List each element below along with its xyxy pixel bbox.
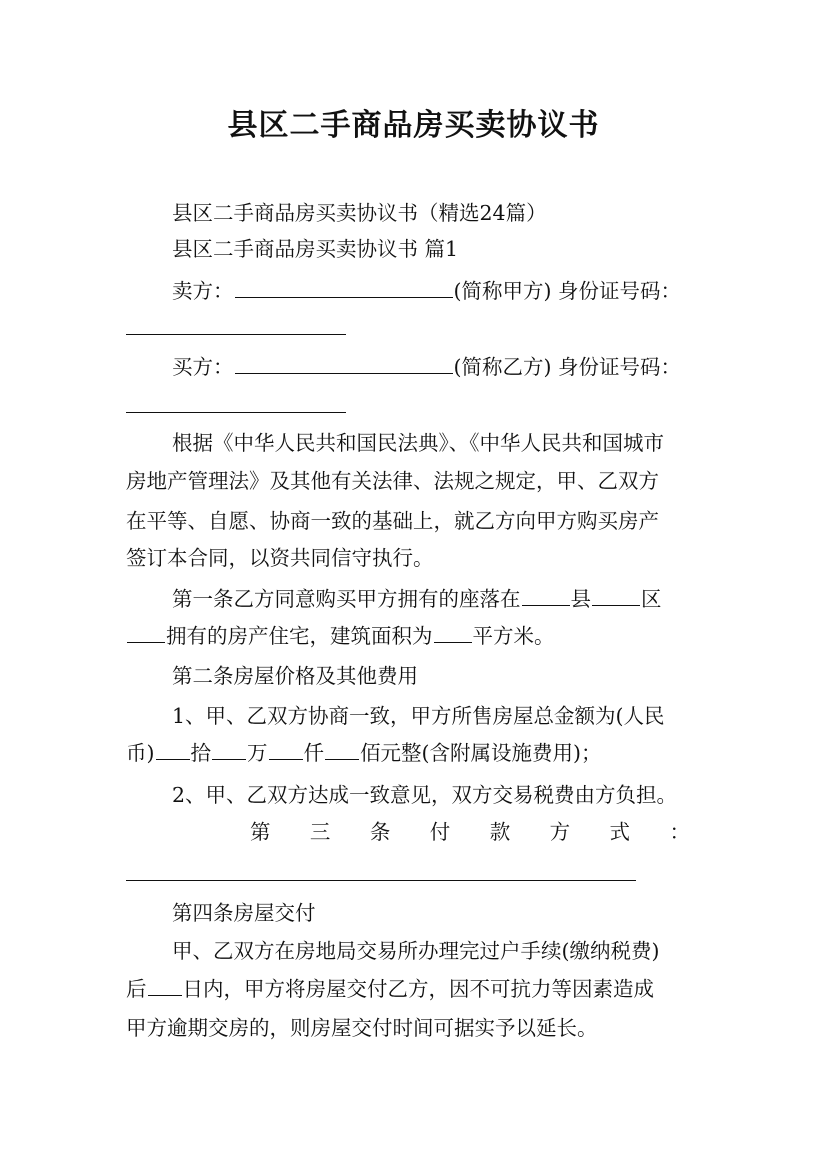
para1-line4: 签订本合同，以资共同信守执行。 — [126, 546, 434, 570]
para1-line2: 房地产管理法》及其他有关法律、法规之规定，甲、乙双方 — [126, 469, 659, 493]
amount-blank-4 — [325, 739, 359, 760]
article3-char: 三 — [309, 820, 331, 844]
article2-p1-line1: 1、甲、乙双方协商一致，甲方所售房屋总金额为(人民 — [172, 704, 665, 728]
article3-char: 条 — [369, 820, 391, 844]
buyer-line — [172, 352, 681, 382]
payment-method-blank — [126, 880, 636, 881]
seller-label: 卖方： — [172, 279, 234, 303]
para1-line3: 在平等、自愿、协商一致的基础上，就乙方向甲方购买房产 — [126, 509, 659, 533]
seller-suffix: (简称甲方) 身份证号码： — [453, 279, 682, 303]
document-title: 县区二手商品房买卖协议书 — [227, 108, 600, 143]
county-blank — [522, 585, 570, 606]
article4-line3: 甲方逾期交房的，则房屋交付时间可据实予以延长。 — [126, 1016, 598, 1040]
section-heading: 县区二手商品房买卖协议书 篇1 — [172, 237, 459, 261]
article3-char: 第 — [250, 820, 271, 844]
article3-char: ： — [669, 820, 690, 844]
article4-text-b: 日内，甲方将房屋交付乙方，因不可抗力等因素造成 — [182, 977, 654, 1001]
article1-text-b: 县 — [570, 587, 591, 611]
article4-line1: 甲、乙双方在房地局交易所办理完过户手续(缴纳税费) — [172, 939, 660, 963]
seller-line — [172, 276, 681, 306]
article3-char: 款 — [489, 820, 511, 844]
days-blank — [148, 975, 182, 996]
article2-title: 第二条房屋价格及其他费用 — [172, 664, 418, 688]
seller-id-blank — [126, 334, 346, 335]
buyer-suffix: (简称乙方) 身份证号码： — [453, 355, 682, 379]
article2-text-e: 仟 — [303, 741, 324, 765]
article1-text-e: 平方米。 — [472, 624, 555, 648]
article1-line1 — [172, 584, 662, 614]
article2-text-b: 币) — [126, 741, 155, 765]
amount-blank-2 — [212, 739, 246, 760]
subtitle: 县区二手商品房买卖协议书（精选24篇） — [172, 201, 547, 225]
location-blank — [127, 622, 165, 643]
article1-text-c: 区 — [641, 587, 662, 611]
article2-text-f: 佰元整(含附属设施费用)； — [360, 741, 602, 765]
article2-text-d: 万 — [247, 741, 268, 765]
buyer-id-blank — [126, 412, 346, 413]
area-blank — [434, 622, 472, 643]
amount-blank-1 — [156, 739, 190, 760]
article3-char: 方 — [549, 820, 571, 844]
amount-blank-3 — [269, 739, 303, 760]
para1-line1: 根据《中华人民共和国民法典》、《中华人民共和国城市 — [172, 431, 664, 455]
article3-char: 付 — [429, 820, 451, 844]
article2-text-c: 拾 — [190, 741, 211, 765]
article1-text-a: 第一条乙方同意购买甲方拥有的座落在 — [172, 587, 521, 611]
article4-text-a: 后 — [126, 977, 147, 1001]
district-blank — [592, 585, 640, 606]
article3-char: 式 — [609, 820, 631, 844]
buyer-label: 买方： — [172, 355, 234, 379]
seller-name-blank — [235, 277, 453, 298]
article4-title: 第四条房屋交付 — [172, 901, 316, 925]
article2-p1-line2 — [126, 738, 602, 768]
article4-line2 — [126, 974, 654, 1004]
article3-heading — [250, 817, 690, 847]
article2-p2: 2、甲、乙双方达成一致意见，双方交易税费由方负担。 — [172, 783, 678, 807]
article1-line2 — [126, 621, 555, 651]
buyer-name-blank — [235, 353, 453, 374]
article1-text-d: 拥有的房产住宅，建筑面积为 — [166, 624, 433, 648]
